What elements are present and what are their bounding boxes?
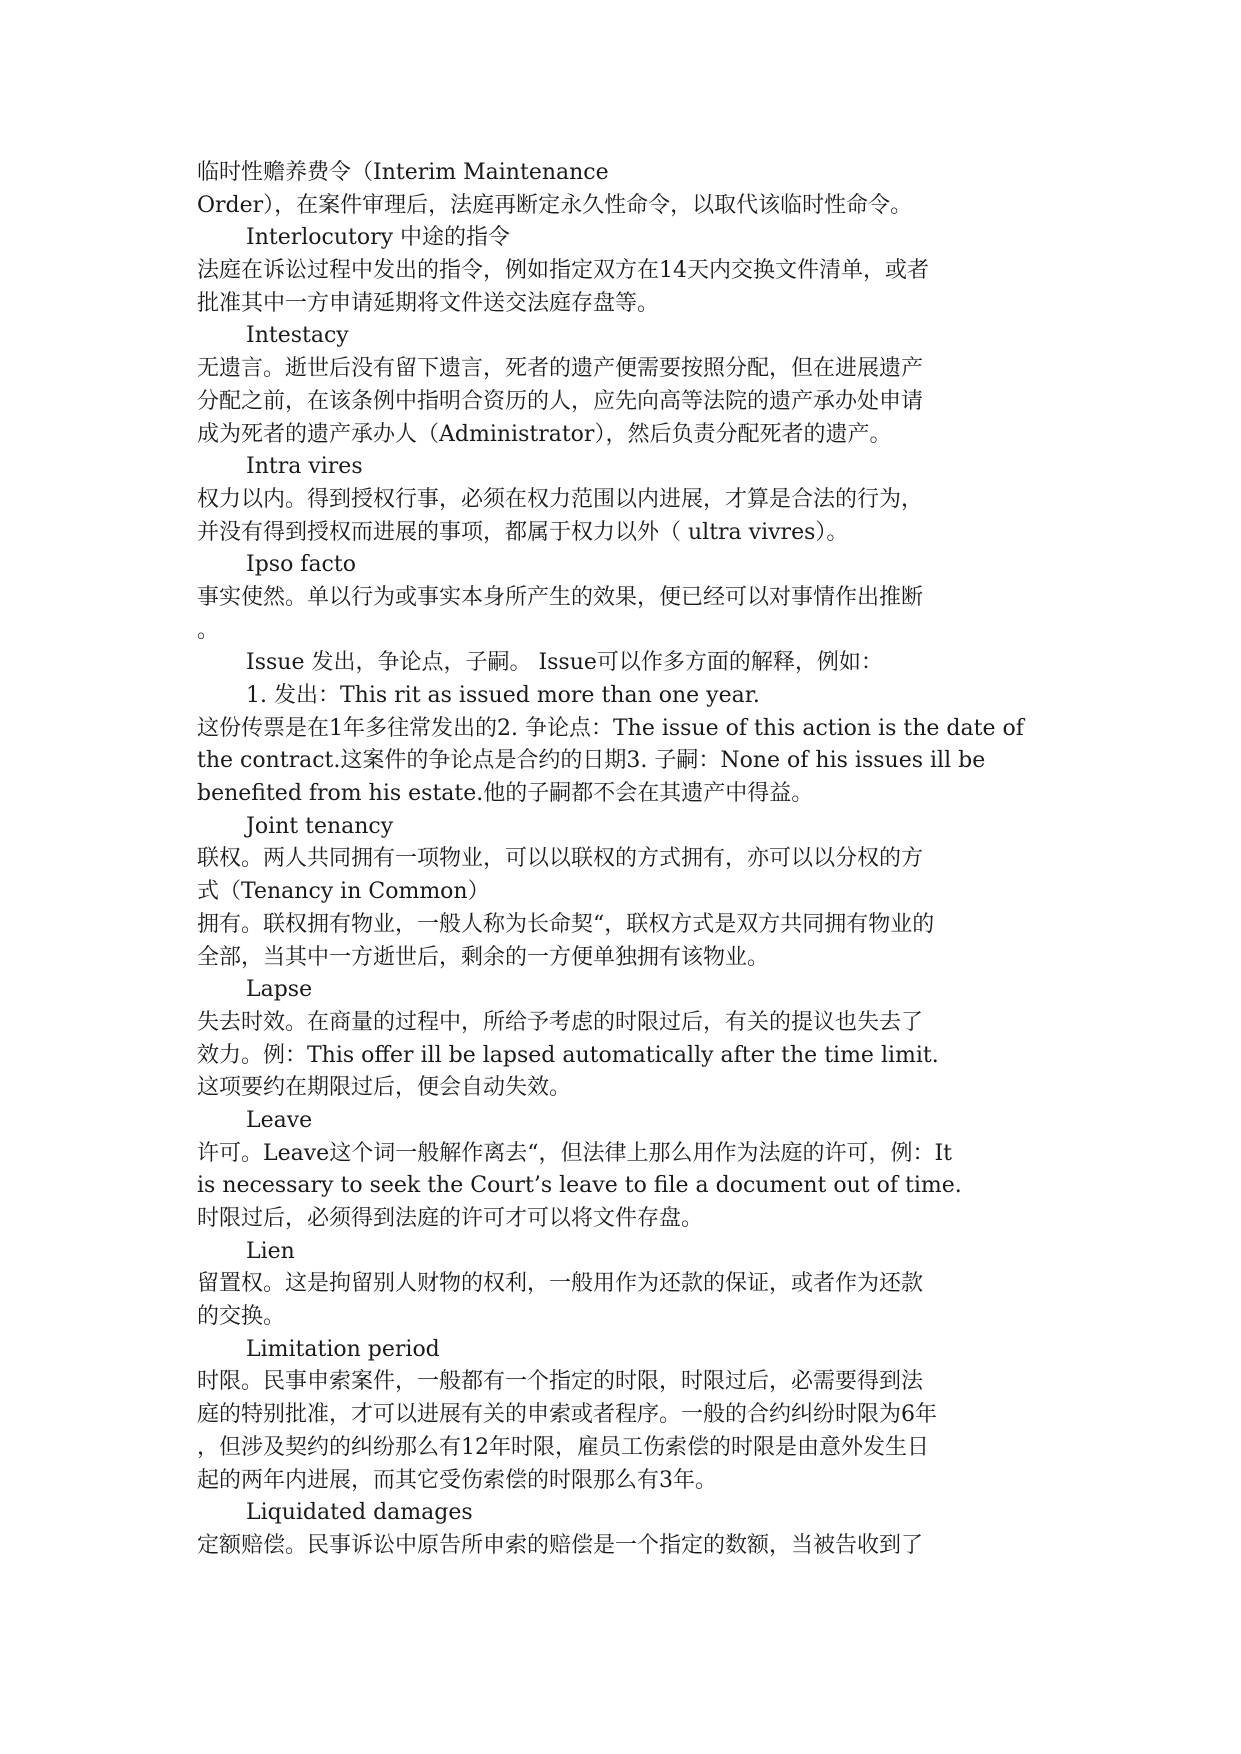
text-line: 临时性赡养费令（Interim Maintenance bbox=[197, 160, 609, 185]
text-line: 的交换。 bbox=[197, 1304, 286, 1330]
text-line: 起的两年内进展，而其它受伤索偿的时限那么有3年。 bbox=[197, 1467, 717, 1493]
term-heading: 1. 发出：This rit as issued more than one year. bbox=[246, 683, 760, 708]
text-line: 分配之前，在该条例中指明合资历的人，应先向高等法院的遗产承办处申请 bbox=[197, 388, 924, 414]
text-line: the contract.这案件的争论点是合约的日期3. 子嗣：None of his issues ill be bbox=[197, 748, 986, 774]
text-line: 许可。Leave这个词一般解作离去“，但法律上那么用作为法庭的许可，例：It bbox=[197, 1140, 952, 1166]
text-line: 这份传票是在1年多往常发出的2. 争论点：The issue of this action is the date of bbox=[197, 715, 1024, 741]
term-heading: Interlocutory 中途的指令 bbox=[246, 225, 511, 251]
term-heading: Limitation period bbox=[246, 1336, 440, 1362]
text-line: is necessary to seek the Court’s leave to file a document out of time. bbox=[197, 1173, 962, 1199]
text-line: 式（Tenancy in Common） bbox=[197, 879, 490, 905]
text-line: 定额赔偿。民事诉讼中原告所申索的赔偿是一个指定的数额，当被告收到了 bbox=[197, 1532, 924, 1558]
text-line: 法庭在诉讼过程中发出的指令，例如指定双方在14天内交换文件清单，或者 bbox=[197, 258, 929, 284]
text-line: 成为死者的遗产承办人（Administrator），然后负责分配死者的遗产。 bbox=[197, 421, 892, 447]
term-heading: Intestacy bbox=[246, 323, 349, 349]
text-line: Order），在案件审理后，法庭再断定永久性命令，以取代该临时性命令。 bbox=[197, 192, 913, 218]
text-line: 效力。例：This offer ill be lapsed automatically after the time limit. bbox=[197, 1042, 939, 1068]
text-line: 时限过后，必须得到法庭的许可才可以将文件存盘。 bbox=[197, 1206, 704, 1231]
text-line: 批准其中一方申请延期将文件送交法庭存盘等。 bbox=[197, 290, 660, 316]
text-line: 事实使然。单以行为或事实本身所产生的效果，便已经可以对事情作出推断 bbox=[197, 584, 924, 610]
text-line: 无遗言。逝世后没有留下遗言，死者的遗产便需要按照分配，但在进展遗产 bbox=[197, 356, 924, 382]
text-line: 并没有得到授权而进展的事项，都属于权力以外（ ultra vivres）。 bbox=[197, 519, 849, 545]
term-heading: Joint tenancy bbox=[246, 813, 394, 839]
text-line: benefited from his estate.他的子嗣都不会在其遗产中得益。 bbox=[197, 781, 814, 807]
term-heading: Intra vires bbox=[246, 454, 363, 480]
text-line: 拥有。联权拥有物业，一般人称为长命契“，联权方式是双方共同拥有物业的 bbox=[197, 911, 935, 937]
text-line: 权力以内。得到授权行事，必须在权力范围以内进展，才算是合法的行为， bbox=[197, 486, 924, 512]
document-body bbox=[197, 157, 1047, 1563]
text-line: 时限。民事申索案件，一般都有一个指定的时限，时限过后，必需要得到法 bbox=[197, 1369, 924, 1395]
term-heading: Lapse bbox=[246, 977, 313, 1003]
term-heading: Ipso facto bbox=[246, 552, 356, 578]
text-line: 失去时效。在商量的过程中，所给予考虑的时限过后，有关的提议也失去了 bbox=[197, 1009, 924, 1035]
term-heading: Liquidated damages bbox=[246, 1500, 473, 1526]
text-line: 全部，当其中一方逝世后，剩余的一方便单独拥有该物业。 bbox=[197, 944, 770, 970]
text-line: 。 bbox=[197, 617, 220, 643]
text-line: 庭的特别批准，才可以进展有关的申索或者程序。一般的合约纠纷时限为6年 bbox=[197, 1402, 937, 1428]
text-line: 这项要约在期限过后，便会自动失效。 bbox=[197, 1075, 572, 1101]
term-heading: Lien bbox=[246, 1238, 295, 1264]
text-line: ，但涉及契约的纠纷那么有12年时限，雇员工伤索偿的时限是由意外发生日 bbox=[197, 1434, 929, 1460]
term-heading: Leave bbox=[246, 1107, 313, 1133]
text-line: 留置权。这是拘留别人财物的权利，一般用作为还款的保证，或者作为还款 bbox=[197, 1271, 924, 1297]
term-heading: Issue 发出，争论点，子嗣。 Issue可以作多方面的解释，例如： bbox=[246, 650, 883, 676]
text-line: 联权。两人共同拥有一项物业，可以以联权的方式拥有，亦可以以分权的方 bbox=[197, 846, 924, 872]
